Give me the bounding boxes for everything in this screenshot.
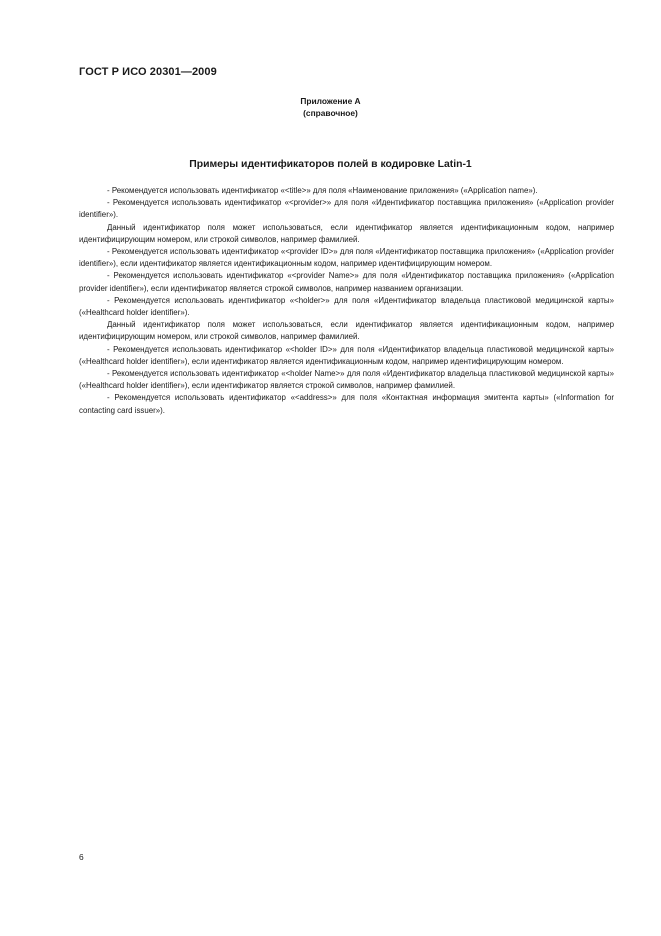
document-title: Примеры идентификаторов полей в кодировке Latin-1: [189, 159, 472, 170]
paragraph: - Рекомендуется использовать идентификатор «<provider Name>» для поля «Идентификатор поставщика приложения» («Application provider identifier»), если идентификатор является строкой символов, например названием организации.: [79, 271, 614, 293]
page-number: 6: [79, 852, 84, 862]
paragraph: - Рекомендуется использовать идентификатор «<holder ID>» для поля «Идентификатор владельца пластиковой медицинской карты» («Healthcard holder identifier»), если идентификатор является идентификационным кодом, например идентифицирующим номером.: [79, 344, 614, 366]
appendix-label: Приложение А: [300, 96, 361, 106]
paragraph: - Рекомендуется использовать идентификатор «<provider ID>» для поля «Идентификатор поставщика приложения» («Application provider identifier»), если идентификатор является идентификационным кодом, например идентифицирующим номером.: [79, 247, 614, 269]
paragraph: - Рекомендуется использовать идентификатор «<provider>» для поля «Идентификатор поставщика приложения» («Application provider identifier»).: [79, 198, 614, 220]
paragraph: - Рекомендуется использовать идентификатор «<holder Name>» для поля «Идентификатор владельца пластиковой медицинской карты» («Healthcard holder identifier»), если идентификатор является строкой символов, например фамилией.: [79, 369, 614, 391]
body-text: [79, 185, 614, 417]
paragraph: Данный идентификатор поля может использоваться, если идентификатор является идентификационным кодом, например идентифицирующим номером, или строкой символов, например фамилией.: [79, 222, 614, 244]
appendix-type: (справочное): [303, 108, 358, 118]
paragraph: - Рекомендуется использовать идентификатор «<address>» для поля «Контактная информация эмитента карты» («Information for contacting card issuer»).: [79, 393, 614, 415]
paragraph: - Рекомендуется использовать идентификатор «<title>» для поля «Наименование приложения» («Application name»).: [107, 186, 538, 195]
appendix-heading: [0, 95, 661, 119]
paragraph: - Рекомендуется использовать идентификатор «<holder>» для поля «Идентификатор владельца пластиковой медицинской карты» («Healthcard holder identifier»).: [79, 295, 614, 318]
paragraph: Данный идентификатор поля может использоваться, если идентификатор является идентификационным кодом, например идентифицирующим номером, или строкой символов, например фамилией.: [79, 320, 614, 342]
standard-code-header: ГОСТ Р ИСО 20301—2009: [79, 66, 217, 78]
